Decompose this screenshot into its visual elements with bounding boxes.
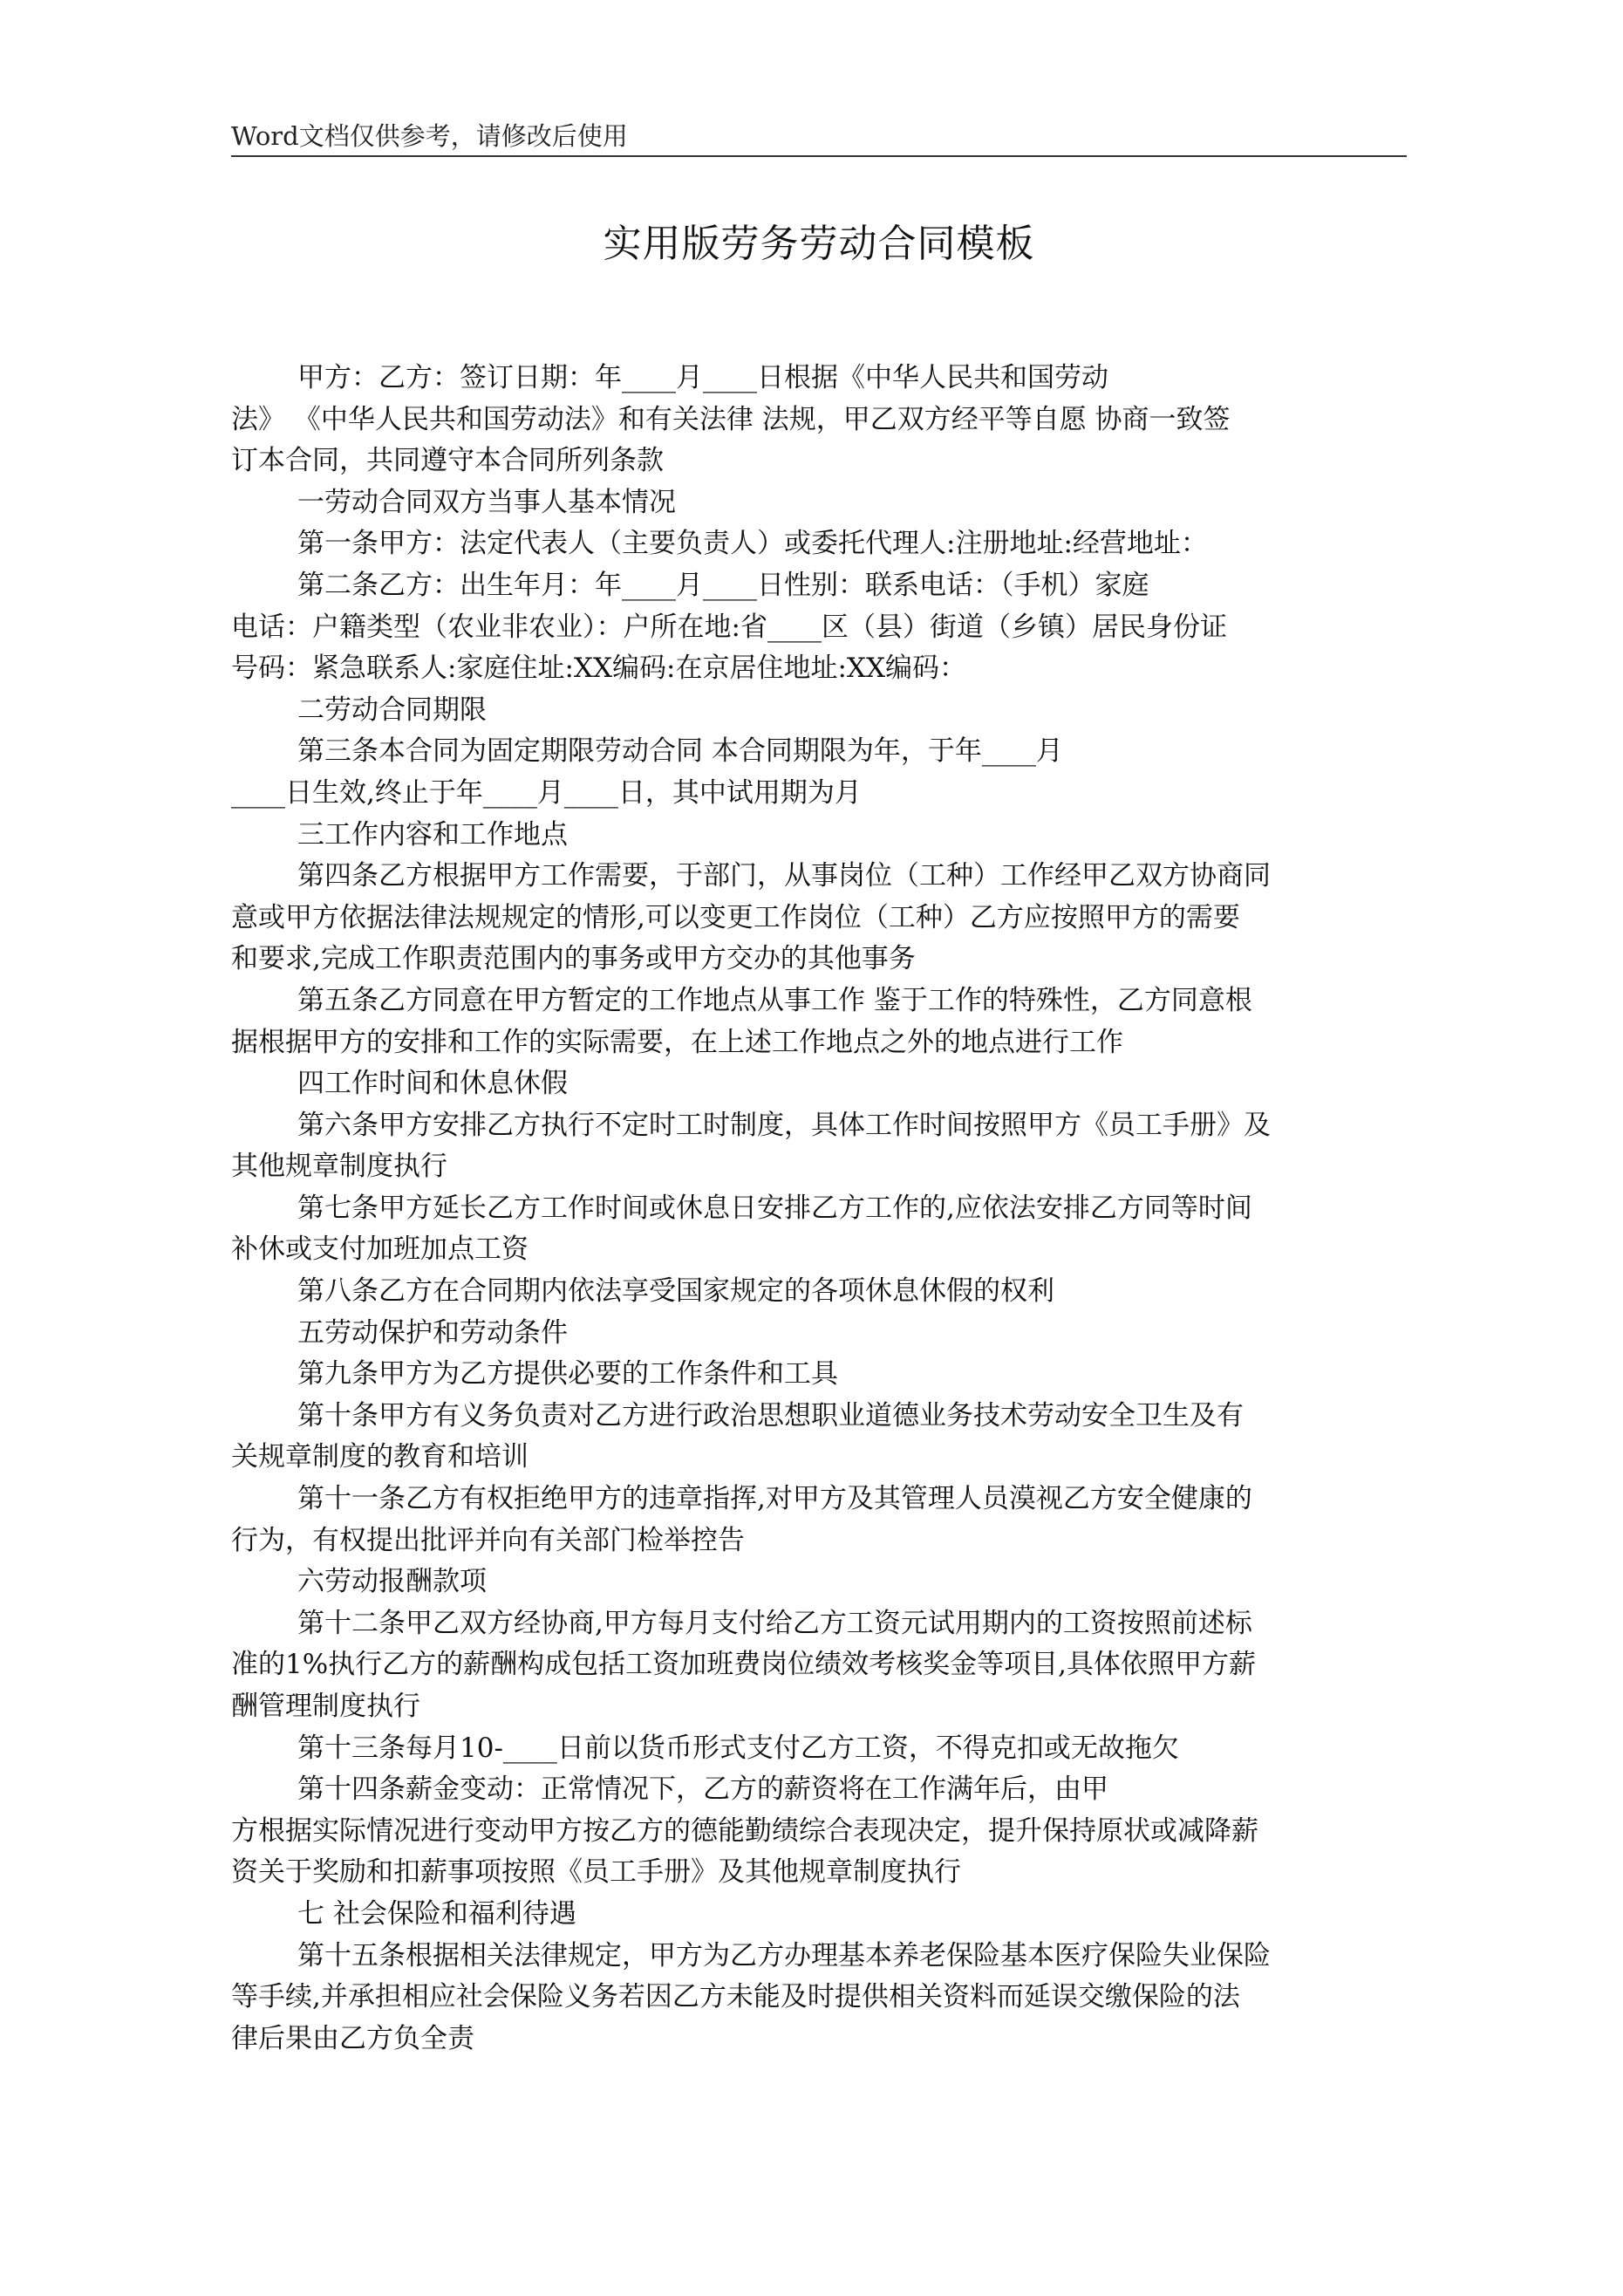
document-body bbox=[231, 358, 1417, 2060]
body-text-line: 其他规章制度执行 bbox=[231, 1151, 447, 1183]
body-text-line: 号码：紧急联系人:家庭住址:XX编码:在京居住地址:XX编码： bbox=[231, 653, 967, 685]
body-text-line: 等手续,并承担相应社会保险义务若因乙方未能及时提供相关资料而延误交缴保险的法 bbox=[231, 1981, 1240, 2013]
body-text-line: 第六条甲方安排乙方执行不定时工时制度，具体工作时间按照甲方《员工手册》及 bbox=[297, 1109, 1271, 1141]
body-text-line: 六劳动报酬款项 bbox=[297, 1566, 487, 1598]
body-text-line: 第十二条甲乙双方经协商,甲方每月支付给乙方工资元试用期内的工资按照前述标 bbox=[297, 1607, 1252, 1639]
header-divider bbox=[231, 155, 1407, 157]
body-text-line: 法》 《中华人民共和国劳动法》和有关法律 法规，甲乙双方经平等自愿 协商一致签 bbox=[231, 403, 1231, 435]
body-text-line: 律后果由乙方负全责 bbox=[231, 2022, 474, 2054]
body-text-line: 第七条甲方延长乙方工作时间或休息日安排乙方工作的,应依法安排乙方同等时间 bbox=[297, 1192, 1252, 1224]
body-text-line: 和要求,完成工作职责范围内的事务或甲方交办的其他事务 bbox=[231, 943, 916, 975]
body-text-line: 准的1%执行乙方的薪酬构成包括工资加班费岗位绩效考核奖金等项目,具体依照甲方薪 bbox=[231, 1649, 1257, 1681]
body-text-line: 电话：户籍类型（农业非农业）：户所在地:省____区（县）街道（乡镇）居民身份证 bbox=[231, 611, 1227, 643]
body-text-line: 订本合同，共同遵守本合同所列条款 bbox=[231, 445, 664, 477]
body-text-line: 第十四条薪金变动：正常情况下，乙方的薪资将在工作满年后，由甲 bbox=[297, 1773, 1108, 1806]
body-text-line: 第五条乙方同意在甲方暂定的工作地点从事工作 鉴于工作的特殊性，乙方同意根 bbox=[297, 984, 1252, 1016]
body-text-line: 关规章制度的教育和培训 bbox=[231, 1441, 528, 1473]
body-text-line: 酬管理制度执行 bbox=[231, 1691, 420, 1722]
body-text-line: 一劳动合同双方当事人基本情况 bbox=[297, 486, 676, 518]
body-text-line: 方根据实际情况进行变动甲方按乙方的德能勤绩综合表现决定，提升保持原状或减降薪 bbox=[231, 1814, 1258, 1847]
body-text-line: 第四条乙方根据甲方工作需要，于部门，从事岗位（工种）工作经甲乙双方协商同 bbox=[297, 860, 1271, 892]
body-text-line: 第二条乙方：出生年月：年____月____日性别：联系电话：（手机）家庭 bbox=[297, 569, 1149, 601]
body-text-line: 三工作内容和工作地点 bbox=[297, 818, 568, 851]
body-text-line: 补休或支付加班加点工资 bbox=[231, 1233, 528, 1266]
body-text-line: 意或甲方依据法律法规规定的情形,可以变更工作岗位（工种）乙方应按照甲方的需要 bbox=[231, 901, 1240, 933]
body-text-line: 二劳动合同期限 bbox=[297, 694, 487, 726]
body-text-line: 第十一条乙方有权拒绝甲方的违章指挥,对甲方及其管理人员漠视乙方安全健康的 bbox=[297, 1483, 1252, 1515]
body-text-line: 第十条甲方有义务负责对乙方进行政治思想职业道德业务技术劳动安全卫生及有 bbox=[297, 1399, 1244, 1432]
body-text-line: 第八条乙方在合同期内依法享受国家规定的各项休息休假的权利 bbox=[297, 1275, 1054, 1308]
document-title: 实用版劳务劳动合同模板 bbox=[603, 222, 1035, 266]
body-text-line: 七 社会保险和福利待遇 bbox=[297, 1897, 576, 1930]
body-text-line: 第九条甲方为乙方提供必要的工作条件和工具 bbox=[297, 1358, 838, 1391]
body-text-line: 行为，有权提出批评并向有关部门检举控告 bbox=[231, 1524, 745, 1556]
body-text-line: 第十五条根据相关法律规定，甲方为乙方办理基本养老保险基本医疗保险失业保险 bbox=[297, 1939, 1271, 1971]
body-text-line: 据根据甲方的安排和工作的实际需要，在上述工作地点之外的地点进行工作 bbox=[231, 1026, 1123, 1058]
body-text-line: 资关于奖励和扣薪事项按照《员工手册》及其他规章制度执行 bbox=[231, 1856, 961, 1889]
body-text-line: 第一条甲方：法定代表人（主要负责人）或委托代理人:注册地址:经营地址： bbox=[297, 528, 1208, 560]
page-header: Word文档仅供参考，请修改后使用 bbox=[231, 121, 628, 151]
body-text-line: 五劳动保护和劳动条件 bbox=[297, 1316, 568, 1349]
body-text-line: 甲方：乙方：签订日期：年____月____日根据《中华人民共和国劳动 bbox=[297, 362, 1108, 393]
body-text-line: 第十三条每月10-____日前以货币形式支付乙方工资，不得克扣或无故拖欠 bbox=[297, 1732, 1179, 1764]
body-text-line: 四工作时间和休息休假 bbox=[297, 1068, 568, 1100]
body-text-line: ____日生效,终止于年____月____日，其中试用期为月 bbox=[231, 776, 862, 809]
body-text-line: 第三条本合同为固定期限劳动合同 本合同期限为年，于年____月 bbox=[297, 735, 1063, 768]
